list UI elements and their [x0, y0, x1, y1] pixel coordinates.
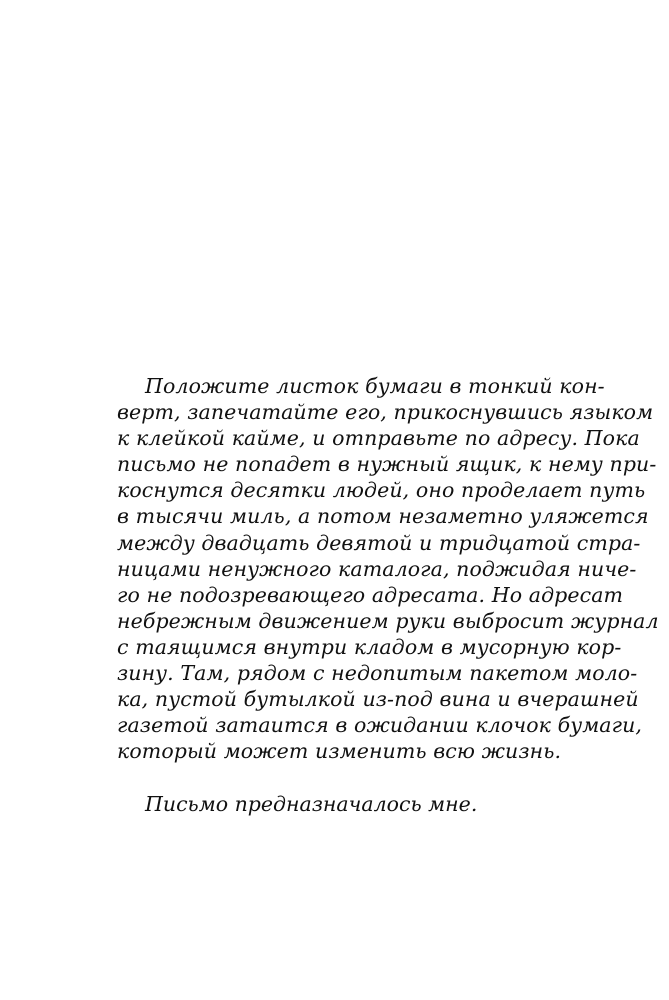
paragraph-line: верт, запечатайте его, прикоснувшись языком — [117, 400, 654, 425]
paragraph-line: письмо не попадет в нужный ящик, к нему при- — [117, 452, 657, 477]
paragraph-line: между двадцать девятой и тридцатой стра- — [117, 530, 641, 555]
paragraph-line: зину. Там, рядом с недопитым пакетом моло- — [117, 661, 638, 686]
paragraph-line: го не подозревающего адресата. Но адресат — [117, 582, 624, 607]
paragraph-line: с таящимся внутри кладом в мусорную кор- — [117, 634, 622, 659]
paragraph-line: к клейкой кайме, и отправьте по адресу. Пока — [117, 426, 640, 451]
paragraph-line: Положите листок бумаги в тонкий кон- — [145, 374, 605, 398]
paragraph-line: небрежным движением руки выбросит журнал — [117, 608, 659, 633]
paragraph-line: ка, пустой бутылкой из-под вина и вчерашней — [117, 687, 639, 712]
closing-sentence: Письмо предназначалось мне. — [145, 792, 478, 816]
paragraph-line: ницами ненужного каталога, поджидая ниче- — [117, 556, 637, 581]
main-paragraph — [117, 373, 659, 764]
paragraph-line: коснутся десятки людей, оно проделает путь — [117, 478, 646, 503]
paragraph-line: в тысячи миль, а потом незаметно уляжется — [117, 504, 649, 529]
paragraph-line: газетой затаится в ожидании клочок бумаги, — [117, 713, 642, 738]
paragraph-line: который может изменить всю жизнь. — [117, 739, 562, 764]
